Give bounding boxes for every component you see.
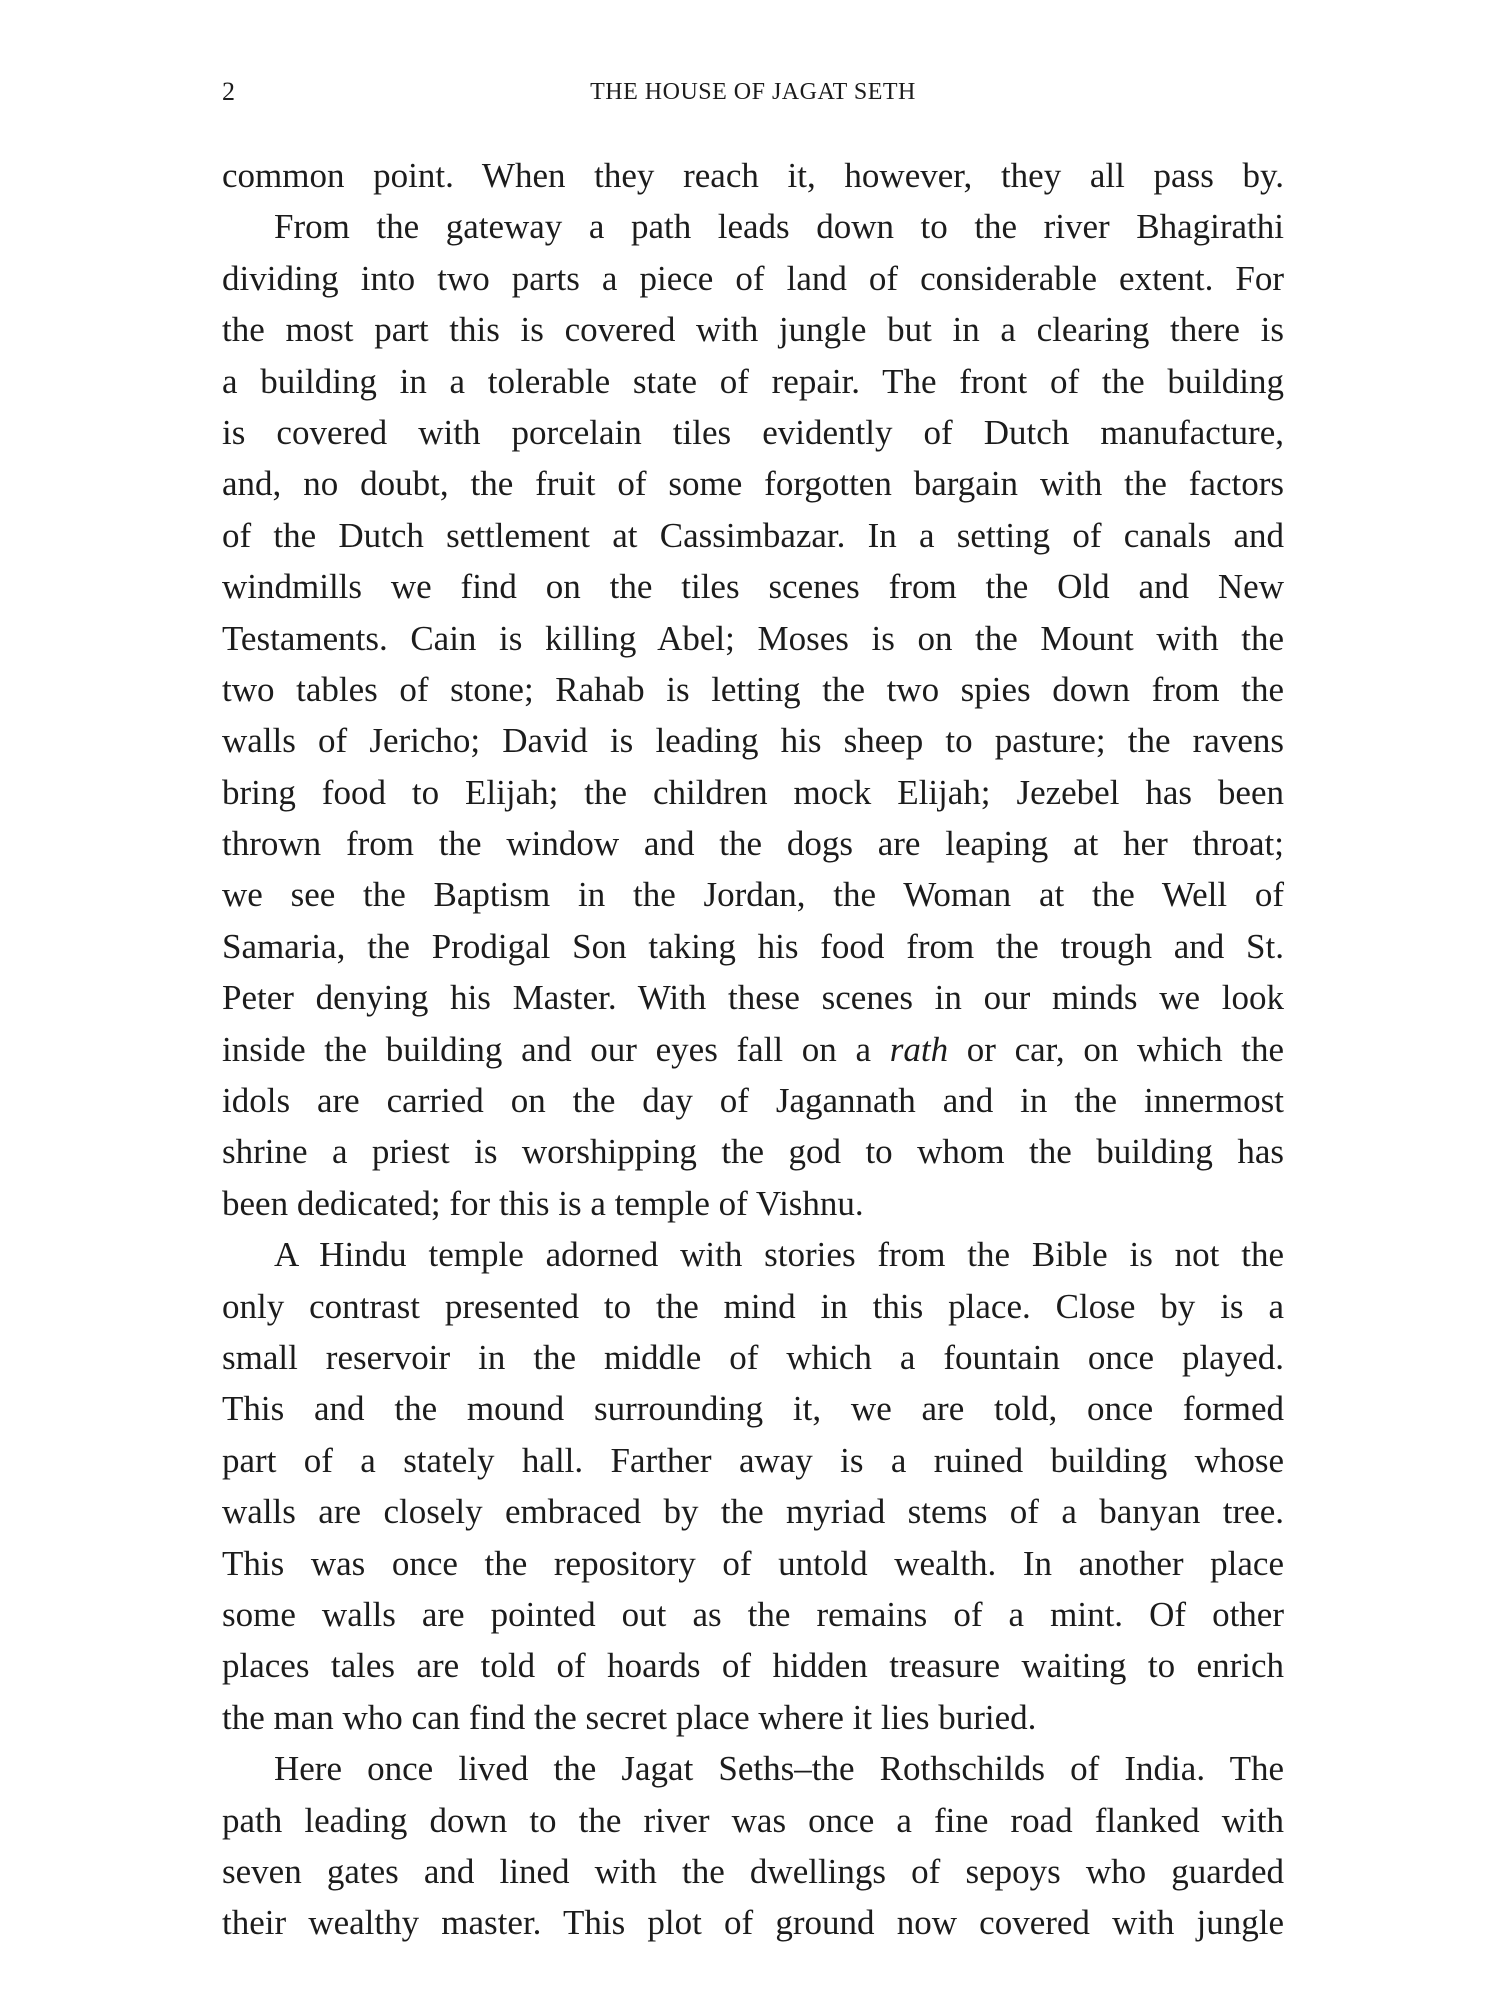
- text-line: windmills we find on the tiles scenes from the Old and New: [222, 567, 1284, 607]
- text-line: been dedicated; for this is a temple of Vishnu.: [222, 1183, 864, 1223]
- text-segment: or car, on which the: [966, 1029, 1285, 1069]
- text-line: and, no doubt, the fruit of some forgotten bargain with the factors: [222, 464, 1284, 504]
- running-head: THE HOUSE OF JAGAT SETH: [590, 79, 916, 105]
- text-line: Samaria, the Prodigal Son taking his food from the trough and St.: [222, 926, 1284, 966]
- text-line: is covered with porcelain tiles evidently of Dutch manufacture,: [222, 412, 1284, 452]
- text-line: A Hindu temple adorned with stories from the Bible is not the: [274, 1235, 1284, 1275]
- text-segment: inside the building and our eyes fall on a: [222, 1029, 872, 1069]
- text-line: two tables of stone; Rahab is letting the two spies down from the: [222, 669, 1284, 709]
- text-line: some walls are pointed out as the remains of a mint. Of other: [222, 1594, 1284, 1634]
- text-line: we see the Baptism in the Jordan, the Woman at the Well of: [222, 875, 1284, 915]
- text-line-with-italic: [222, 1024, 1284, 1075]
- body-text: [222, 150, 1284, 1949]
- text-line: places tales are told of hoards of hidden treasure waiting to enrich: [222, 1646, 1284, 1686]
- text-line: This was once the repository of untold wealth. In another place: [222, 1543, 1284, 1583]
- text-line: idols are carried on the day of Jagannath and in the innermost: [222, 1081, 1284, 1121]
- text-line: Peter denying his Master. With these scenes in our minds we look: [222, 978, 1284, 1018]
- text-line: bring food to Elijah; the children mock Elijah; Jezebel has been: [222, 772, 1284, 812]
- text-line: Here once lived the Jagat Seths–the Rothschilds of India. The: [274, 1749, 1284, 1789]
- page-header: [222, 72, 1284, 112]
- text-line: dividing into two parts a piece of land of considerable extent. For: [222, 258, 1284, 298]
- text-line: shrine a priest is worshipping the god to whom the building has: [222, 1132, 1284, 1172]
- text-line: small reservoir in the middle of which a fountain once played.: [222, 1337, 1284, 1377]
- page-number: 2: [222, 77, 235, 106]
- text-line: seven gates and lined with the dwellings of sepoys who guarded: [222, 1851, 1284, 1891]
- text-line: their wealthy master. This plot of ground now covered with jungle: [222, 1903, 1284, 1943]
- text-line: walls of Jericho; David is leading his sheep to pasture; the ravens: [222, 721, 1284, 761]
- text-line: only contrast presented to the mind in this place. Close by is a: [222, 1286, 1284, 1326]
- text-line: thrown from the window and the dogs are leaping at her throat;: [222, 824, 1284, 864]
- italic-word: rath: [889, 1029, 949, 1069]
- text-line: a building in a tolerable state of repair. The front of the building: [222, 361, 1284, 401]
- text-line: walls are closely embraced by the myriad stems of a banyan tree.: [222, 1492, 1284, 1532]
- text-line: path leading down to the river was once a fine road flanked with: [222, 1800, 1284, 1840]
- text-line: common point. When they reach it, however, they all pass by.: [222, 156, 1284, 195]
- text-line: of the Dutch settlement at Cassimbazar. In a setting of canals and: [222, 515, 1284, 555]
- text-line: This and the mound surrounding it, we are told, once formed: [222, 1389, 1284, 1429]
- text-line: the man who can find the secret place where it lies buried.: [222, 1697, 1037, 1737]
- text-line: the most part this is covered with jungle but in a clearing there is: [222, 310, 1284, 350]
- text-line: From the gateway a path leads down to the river Bhagirathi: [274, 207, 1284, 247]
- text-line: Testaments. Cain is killing Abel; Moses is on the Mount with the: [222, 618, 1284, 658]
- text-line: part of a stately hall. Farther away is a ruined building whose: [222, 1440, 1284, 1480]
